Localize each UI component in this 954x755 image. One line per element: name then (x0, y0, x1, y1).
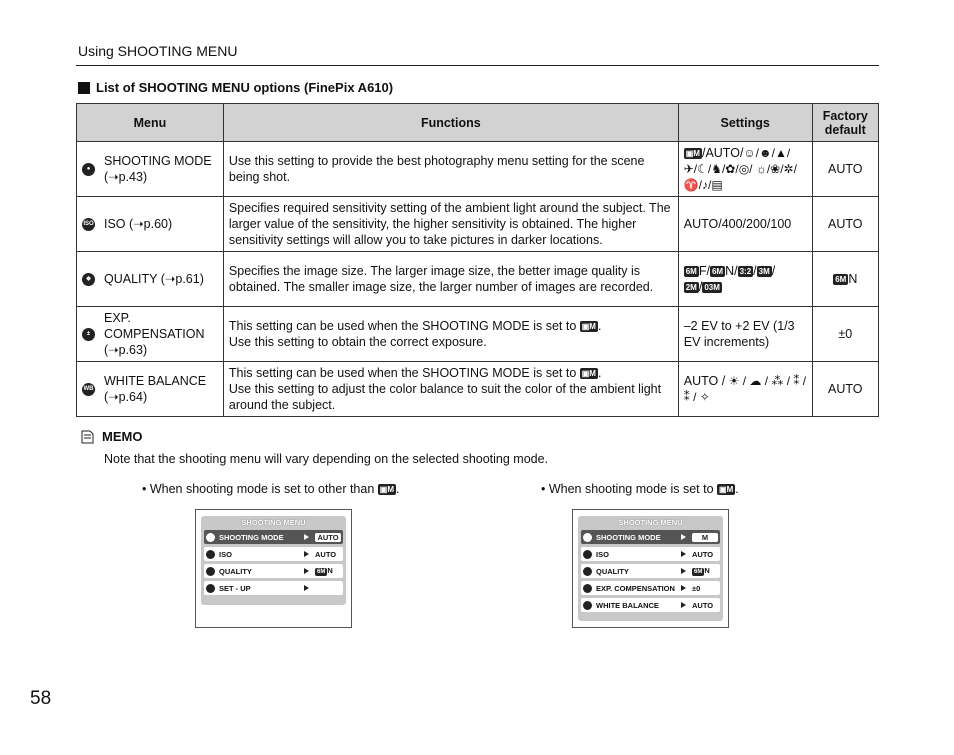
table-row (77, 307, 879, 362)
header-menu: Menu (77, 104, 224, 142)
function-text: Specifies required sensitivity setting of the ambient light around the subject. The larger value of the sensitivity, the higher sensitivity is obtained. The higher sensitivity settings will allow you to take pictures in darker locations. (223, 197, 678, 252)
settings-cell: AUTO / ☀ / ☁ / ⁂ / ⁑ / ⁑ / ✧ (678, 362, 812, 417)
table-header-row (77, 104, 879, 142)
6m-icon: 6M (685, 267, 697, 277)
header-factory-default: Factory default (812, 104, 878, 142)
settings-cell: ▣M /AUTO/☺/☻/▲/ ✈/☾/♞/✿/◎/ ☼/❀/✲/♈/♪/▤ (678, 142, 812, 197)
menu-row-setup[interactable]: SET - UP (204, 581, 343, 595)
6m-icon: 6M (317, 568, 326, 575)
memo-text: Note that the shooting menu will vary depending on the selected shooting mode. (104, 452, 549, 466)
camera-m-icon: ▣M (379, 485, 395, 495)
iso-icon: ISO (82, 218, 95, 231)
menu-name: ISO (➝p.60) (104, 217, 173, 231)
camera-m-icon: ▣M (581, 369, 596, 379)
camera-screen-left (195, 509, 352, 628)
6m-icon: 6M (835, 275, 847, 285)
memo-heading: MEMO (80, 429, 142, 444)
03m-icon: 03M (704, 283, 720, 293)
menu-name: SHOOTING MODE (➝p.43) (104, 154, 212, 184)
camera-screen-right (572, 509, 729, 628)
camera-m-icon: ▣M (685, 149, 700, 159)
page-number: 58 (30, 688, 52, 709)
table-row (77, 142, 879, 197)
3-2-icon: 3:2 (739, 267, 752, 277)
factory-default: AUTO (812, 197, 878, 252)
function-text: Specifies the image size. The larger image size, the better image quality is obtained. The smaller image size, the larger number of images are recorded. (223, 252, 678, 307)
settings-cell: AUTO/400/200/100 (678, 197, 812, 252)
factory-default: AUTO (812, 142, 878, 197)
6m-icon: 6M (711, 267, 724, 277)
menu-name: QUALITY (➝p.61) (104, 272, 204, 286)
menu-row-quality[interactable]: QUALITY 6M N (204, 564, 343, 578)
white-balance-icon: WB (82, 383, 95, 396)
exp-compensation-icon: ± (82, 328, 95, 341)
menu-name: EXP. COMPENSATION (➝p.63) (104, 311, 205, 357)
screen-title: SHOOTING MENU (241, 518, 306, 527)
section-square-icon (78, 82, 90, 94)
memo-note-icon (80, 430, 94, 444)
menu-row-shooting-mode[interactable]: SHOOTING MODE AUTO (204, 530, 343, 544)
header-rule (76, 65, 879, 66)
settings-cell: –2 EV to +2 EV (1/3 EV increments) (678, 307, 812, 362)
factory-default: AUTO (812, 362, 878, 417)
3m-icon: 3M (758, 267, 770, 277)
bullet-m-mode: • When shooting mode is set to ▣M . (541, 482, 739, 496)
screen-title: SHOOTING MENU (618, 518, 683, 527)
function-text: Use this setting to provide the best photography menu setting for the scene being shot. (223, 142, 678, 197)
6m-icon: 6M (694, 568, 703, 575)
2m-icon: 2M (685, 283, 697, 293)
header-settings: Settings (678, 104, 812, 142)
table-row (77, 197, 879, 252)
scene-icons: ☺/☻/▲/ ✈/☾/♞/✿/◎/ ☼/❀/✲/♈/♪/▤ (683, 146, 797, 192)
settings-cell: 6M F/ 6M N/ 3:2 / 3M / 2M / 03M (678, 252, 812, 307)
quality-icon: ◆ (82, 273, 95, 286)
table-row (77, 362, 879, 417)
camera-m-icon: ▣M (719, 485, 734, 495)
camera-m-icon: ▣M (581, 322, 596, 332)
function-text: This setting can be used when the SHOOTING MODE is set to ▣M . Use this setting to obtain the correct exposure. (223, 307, 678, 362)
menu-row-iso[interactable]: ISO AUTO (204, 547, 343, 561)
menu-row-white-balance[interactable]: WHITE BALANCE AUTO (581, 598, 720, 612)
table-row (77, 252, 879, 307)
wb-icons: ☀ / ☁ / ⁂ / ⁑ / ⁑ / ✧ (683, 374, 807, 404)
section-title: List of SHOOTING MENU options (FinePix A610) (78, 80, 393, 95)
menu-row-quality[interactable]: QUALITY 6M N (581, 564, 720, 578)
menu-row-shooting-mode[interactable]: SHOOTING MODE M (581, 530, 720, 544)
factory-default: 6M N (812, 252, 878, 307)
function-text: This setting can be used when the SHOOTING MODE is set to ▣M . Use this setting to adjust the color balance to suit the color of the ambient light around the subject. (223, 362, 678, 417)
shooting-menu-table (76, 103, 879, 417)
menu-row-exp-compensation[interactable]: EXP. COMPENSATION ±0 (581, 581, 720, 595)
factory-default: ±0 (812, 307, 878, 362)
bullet-other-mode: • When shooting mode is set to other than ▣M . (142, 482, 400, 496)
menu-name: WHITE BALANCE (➝p.64) (104, 374, 207, 404)
shooting-mode-icon: ● (82, 163, 95, 176)
menu-row-iso[interactable]: ISO AUTO (581, 547, 720, 561)
header-functions: Functions (223, 104, 678, 142)
page-header: Using SHOOTING MENU (78, 43, 238, 59)
